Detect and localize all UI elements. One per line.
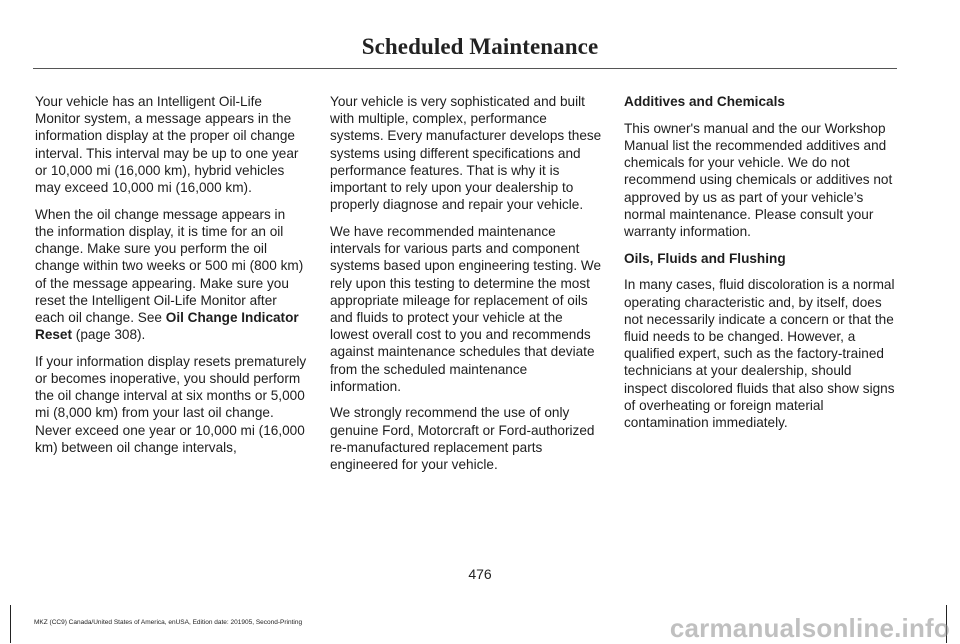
paragraph-genuine-parts: We strongly recommend the use of only genuine Ford, Motorcraft or Ford-authorized re-manufactured replacement parts engineered for your vehicle. <box>330 405 595 473</box>
crop-mark-left <box>10 605 11 643</box>
text-column-right <box>624 93 896 441</box>
cross-reference-page: (page 308). <box>72 327 146 343</box>
text-column-left <box>35 93 307 466</box>
paragraph-oil-change-message-text: When the oil change message appears in the information display, it is time for an oil change. Make sure you perform the oil change within two weeks or 500 mi (800 km) of the message appearing. Make sure you reset the Intelligent Oil-Life Monitor after each oil change. See <box>35 206 304 325</box>
edition-footer: MKZ (CC9) Canada/United States of America, enUSA, Edition date: 201905, Second-Printing <box>34 619 303 626</box>
paragraph-additives: This owner's manual and the our Workshop Manual list the recommended additives and chemicals for your vehicle. We do not recommend using chemicals or additives not approved by us as part of your vehicle’s normal maintenance. Please consult your warranty information. <box>624 120 893 239</box>
paragraph-oil-life-monitor: Your vehicle has an Intelligent Oil-Life Monitor system, a message appears in the information display at the proper oil change interval. This interval may be up to one year or 10,000 mi (16,000 km), hybrid vehicles may exceed 10,000 mi (16,000 km). <box>35 94 299 196</box>
page-title: Scheduled Maintenance <box>361 34 599 59</box>
paragraph-maintenance-intervals: We have recommended maintenance intervals for various parts and component systems based upon engineering testing. We rely upon this testing to determine the most appropriate mileage for replacement of oils and fluids to protect your vehicle at the lowest overall cost to you and recommends against maintenance schedules that deviate from the scheduled maintenance information. <box>330 223 602 394</box>
heading-additives-chemicals: Additives and Chemicals <box>624 94 785 109</box>
watermark-logo: carmanualsonline.info <box>669 613 950 643</box>
paragraph-fluid-discoloration: In many cases, fluid discoloration is a normal operating characteristic and, by itself, does not necessarily indicate a concern or that the fluid needs to be changed. However, a qualified expert, such as the factory-trained technicians at your dealership, should inspect discolored fluids that also show signs of overheating or foreign material contamination immediately. <box>624 277 895 430</box>
paragraph-display-resets: If your information display resets prematurely or becomes inoperative, you should perform the oil change interval at six months or 5,000 mi (8,000 km) from your last oil change. Never exceed one year or 10,000 mi (16,000 km) between oil change intervals, <box>35 353 307 455</box>
page-number: 476 <box>468 566 492 582</box>
paragraph-oil-change-message <box>35 206 307 344</box>
heading-oils-fluids-flushing: Oils, Fluids and Flushing <box>624 250 786 266</box>
cross-reference-link[interactable]: Oil Change Indicator Reset <box>35 309 299 343</box>
paragraph-sophisticated-vehicle: Your vehicle is very sophisticated and built with multiple, complex, performance systems. Every manufacturer develops these systems using different specifications and performance features. That is why it is important to rely upon your dealership to properly diagnose and repair your vehicle. <box>330 94 602 213</box>
text-column-middle <box>330 93 602 483</box>
title-divider <box>33 68 897 69</box>
